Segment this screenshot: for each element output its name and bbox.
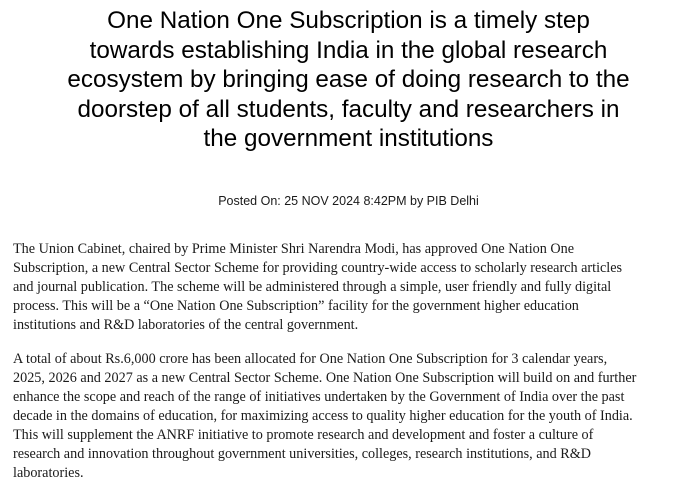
headline-line: One Nation One Subscription is a timely step [107, 7, 590, 34]
paragraph-line: laboratories. [13, 465, 84, 481]
paragraph-line: A total of about Rs.6,000 crore has been allocated for One Nation One Subscription for 3 calendar years, [13, 351, 608, 367]
headline-line: towards establishing India in the global research [89, 36, 608, 64]
paragraph-line: Subscription, a new Central Sector Scheme for providing country-wide access to scholarly research articles [13, 260, 623, 276]
headline-line: doorstep of all students, faculty and researchers in [77, 95, 620, 123]
paragraph-line: research and innovation throughout government universities, colleges, research institutions, and R&D [13, 446, 592, 462]
paragraph-line: institutions and R&D laboratories of the central government. [13, 317, 359, 333]
paragraph-cabinet-approval [13, 240, 689, 335]
headline-line: the government institutions [203, 125, 494, 152]
posted-on-line: Posted On: 25 NOV 2024 8:42PM by PIB Delhi [218, 194, 479, 208]
paragraph-line: and journal publication. The scheme will be administered through a simple, user friendly and fully digital [13, 279, 612, 295]
paragraph-line: This will supplement the ANRF initiative to promote research and development and foster a culture of [13, 427, 594, 443]
paragraph-line: The Union Cabinet, chaired by Prime Minister Shri Narendra Modi, has approved One Nation One [13, 241, 575, 257]
paragraph-line: process. This will be a “One Nation One Subscription” facility for the government higher education [13, 298, 579, 314]
paragraph-line: decade in the domains of education, for maximizing access to quality higher education for the youth of India. [13, 408, 633, 424]
headline [0, 6, 697, 154]
paragraph-line: 2025, 2026 and 2027 as a new Central Sector Scheme. One Nation One Subscription will build on and further [13, 370, 637, 386]
paragraph-allocation [13, 350, 689, 483]
paragraph-line: enhance the scope and reach of the range of initiatives undertaken by the Government of India over the past [13, 389, 625, 405]
headline-line: ecosystem by bringing ease of doing research to the [67, 66, 630, 93]
